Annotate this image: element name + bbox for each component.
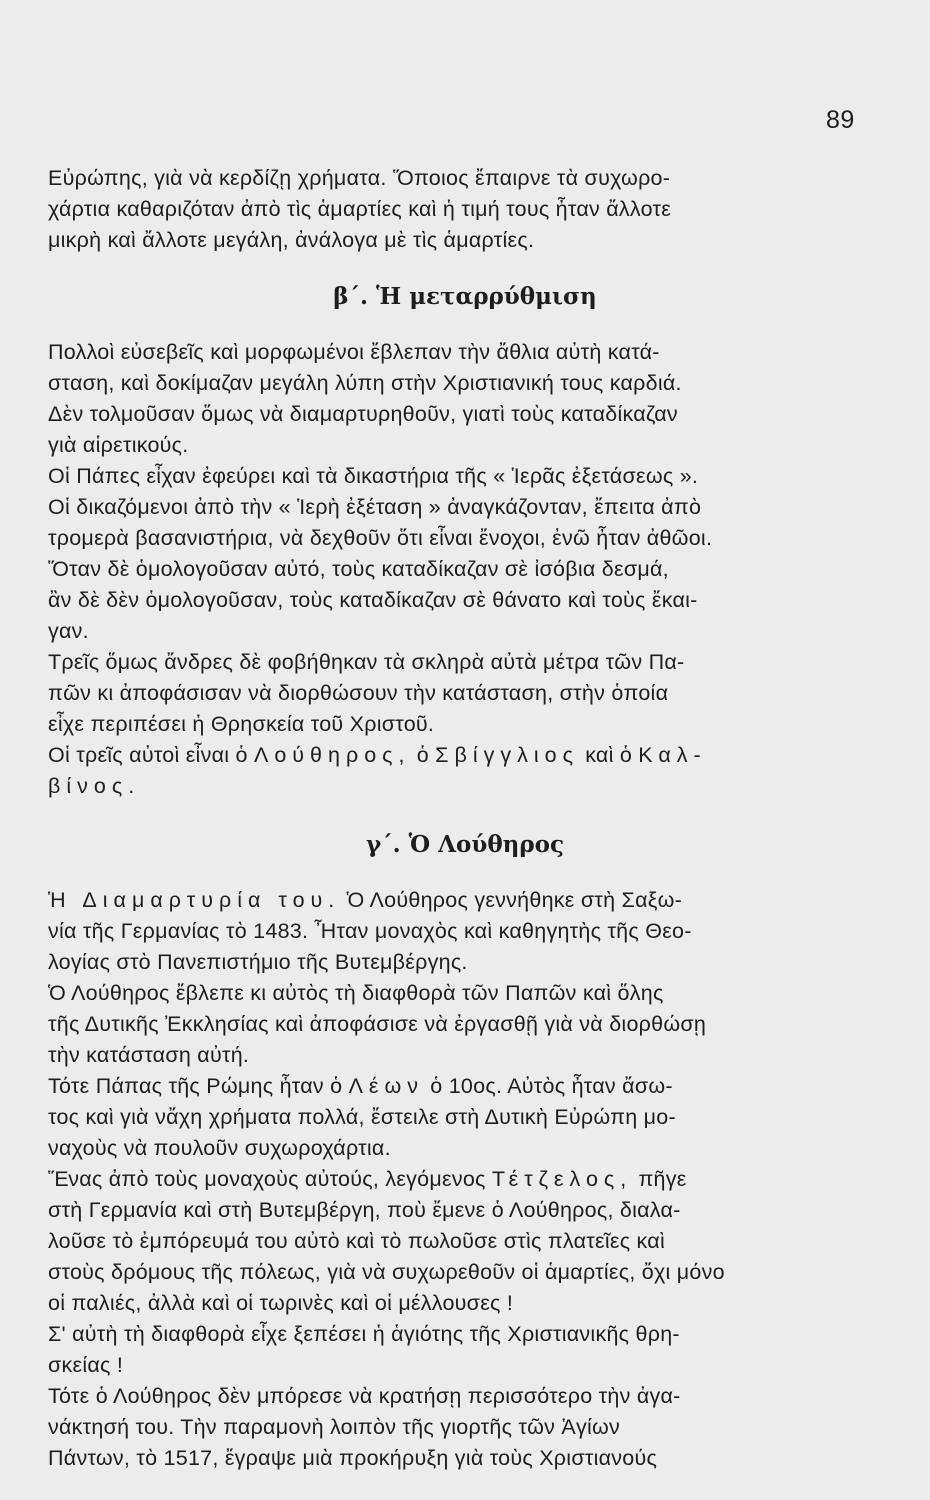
text-line: τῆς Δυτικῆς Ἐκκλησίας καὶ ἀποφάσισε νὰ ἐργασθῇ γιὰ νὰ διορθώσῃ xyxy=(48,1012,707,1036)
text-line: Τρεῖς ὅμως ἄνδρες δὲ φοβήθηκαν τὰ σκληρὰ αὐτὰ μέτρα τῶν Πα- xyxy=(48,650,685,674)
text-fragment: ὁ 10ος. Αὐτὸς ἦταν ἄσω- xyxy=(430,1074,673,1098)
text-line: λοῦσε τὸ ἐμπόρευμά του αὐτὸ καὶ τὸ πωλοῦσε στὶς πλατεῖες καὶ xyxy=(48,1229,665,1253)
text-line: χάρτια καθαριζόταν ἀπὸ τὶς ἁμαρτίες καὶ ἡ τιμή τους ἦταν ἄλλοτε xyxy=(48,197,672,221)
section-heading-b: β΄. Ἡ μεταρρύθμιση xyxy=(333,283,597,310)
text-line: Τότε ὁ Λούθηρος δὲν μπόρεσε νὰ κρατήσῃ περισσότερο τὴν ἀγα- xyxy=(48,1384,681,1408)
name-luther: Λούθηρος, xyxy=(253,743,411,767)
text-line: Σ' αὐτὴ τὴ διαφθορὰ εἶχε ξεπέσει ἡ ἁγιότης τῆς Χριστιανικῆς θρη- xyxy=(48,1322,680,1346)
text-line: νάκτησή του. Τὴν παραμονὴ λοιπὸν τῆς γιορτῆς τῶν Ἁγίων xyxy=(48,1415,621,1439)
text-line: Οἱ Πάπες εἶχαν ἐφεύρει καὶ τὰ δικαστήρια τῆς « Ἱερᾶς ἐξετάσεως ». xyxy=(48,464,699,488)
text-line: μικρὴ καὶ ἄλλοτε μεγάλη, ἀνάλογα μὲ τὶς ἁμαρτίες. xyxy=(48,228,535,252)
text-fragment: Ὁ Λούθηρος γεννήθηκε στὴ Σαξω- xyxy=(346,888,683,912)
text-fragment: Τότε Πάπας τῆς Ρώμης ἦταν ὁ xyxy=(48,1074,343,1098)
pope-line xyxy=(48,1076,673,1098)
text-line: Ὅταν δὲ ὁμολογοῦσαν αὐτό, τοὺς καταδίκαζαν σὲ ἰσόβια δεσμά, xyxy=(48,557,669,581)
text-line: γιὰ αἱρετικούς. xyxy=(48,433,189,457)
text-fragment: Οἱ τρεῖς αὐτοὶ εἶναι ὁ xyxy=(48,743,248,767)
text-line: Πάντων, τὸ 1517, ἔγραψε μιὰ προκήρυξη γιὰ τοὺς Χριστιανούς xyxy=(48,1446,658,1470)
reformers-line xyxy=(48,745,707,767)
text-line: τὴν κατάσταση αὐτή. xyxy=(48,1043,250,1067)
text-line: ἂν δὲ δὲν ὁμολογοῦσαν, τοὺς καταδίκαζαν σὲ θάνατο καὶ τοὺς ἔκαι- xyxy=(48,588,698,612)
text-line: γαν. xyxy=(48,619,89,643)
name-leo: Λέων xyxy=(348,1074,425,1098)
text-line: στὴ Γερμανία καὶ στὴ Βυτεμβέργη, ποὺ ἔμενε ὁ Λούθηρος, διαλα- xyxy=(48,1198,681,1222)
text-line: Εὐρώπης, γιὰ νὰ κερδίζῃ χρήματα. Ὅποιος ἔπαιρνε τὰ συχωρο- xyxy=(48,166,671,190)
name-zwingli: Σβίγγλιος xyxy=(435,743,579,767)
text-fragment: καὶ ὁ xyxy=(585,743,633,767)
text-line: Πολλοὶ εὐσεβεῖς καὶ μορφωμένοι ἔβλεπαν τὴν ἄθλια αὐτὴ κατά- xyxy=(48,340,660,364)
text-line: Οἱ δικαζόμενοι ἀπὸ τὴν « Ἱερὴ ἐξέταση » ἀναγκάζονταν, ἔπειτα ἀπὸ xyxy=(48,495,702,519)
text-line: Ὁ Λούθηρος ἔβλεπε κι αὐτὸς τὴ διαφθορὰ τῶν Παπῶν καὶ ὅλης xyxy=(48,981,664,1005)
text-line: σταση, καὶ δοκίμαζαν μεγάλη λύπη στὴν Χριστιανική τους καρδιά. xyxy=(48,371,682,395)
subheading-protest: Ἡ Διαμαρτυρία του. xyxy=(48,888,341,912)
text-line: σκείας ! xyxy=(48,1353,124,1377)
page-number: 89 xyxy=(826,106,855,134)
text-line: εἶχε περιπέσει ἡ Θρησκεία τοῦ Χριστοῦ. xyxy=(48,712,435,736)
text-line: τος καὶ γιὰ νἄχη χρήματα πολλά, ἔστειλε στὴ Δυτικὴ Εὐρώπη μο- xyxy=(48,1105,676,1129)
text-line xyxy=(48,890,682,912)
text-line: νία τῆς Γερμανίας τὸ 1483. Ἦταν μοναχὸς καὶ καθηγητὴς τῆς Θεο- xyxy=(48,919,692,943)
tetzel-line xyxy=(48,1169,687,1191)
text-line: στοὺς δρόμους τῆς πόλεως, γιὰ νὰ συχωρεθοῦν οἱ ἁμαρτίες, ὄχι μόνο xyxy=(48,1260,725,1284)
text-line: πῶν κι ἀποφάσισαν νὰ διορθώσουν τὴν κατάσταση, στὴν ὁποία xyxy=(48,681,669,705)
text-line: ναχοὺς νὰ πουλοῦν συχωροχάρτια. xyxy=(48,1136,391,1160)
text-line: βίνος. xyxy=(48,774,141,798)
text-line: λογίας στὸ Πανεπιστήμιο τῆς Βυτεμβέργης. xyxy=(48,950,468,974)
text-line: τρομερὰ βασανιστήρια, νὰ δεχθοῦν ὅτι εἶναι ἔνοχοι, ἐνῶ ἦταν ἀθῶοι. xyxy=(48,526,713,550)
text-line: Δὲν τολμοῦσαν ὅμως νὰ διαμαρτυρηθοῦν, γιατὶ τοὺς καταδίκαζαν xyxy=(48,402,678,426)
name-calvin: Καλ- xyxy=(638,743,707,767)
text-line: οἱ παλιές, ἀλλὰ καὶ οἱ τωρινὲς καὶ οἱ μέλλουσες ! xyxy=(48,1291,514,1315)
text-fragment: ὁ xyxy=(416,743,429,767)
text-fragment: πῆγε xyxy=(638,1167,687,1191)
text-fragment: Ἕνας ἀπὸ τοὺς μοναχοὺς αὐτούς, λεγόμενος xyxy=(48,1167,486,1191)
name-tetzel: Τέτζελος, xyxy=(491,1167,633,1191)
section-heading-c: γ΄. Ὁ Λούθηρος xyxy=(365,831,565,858)
